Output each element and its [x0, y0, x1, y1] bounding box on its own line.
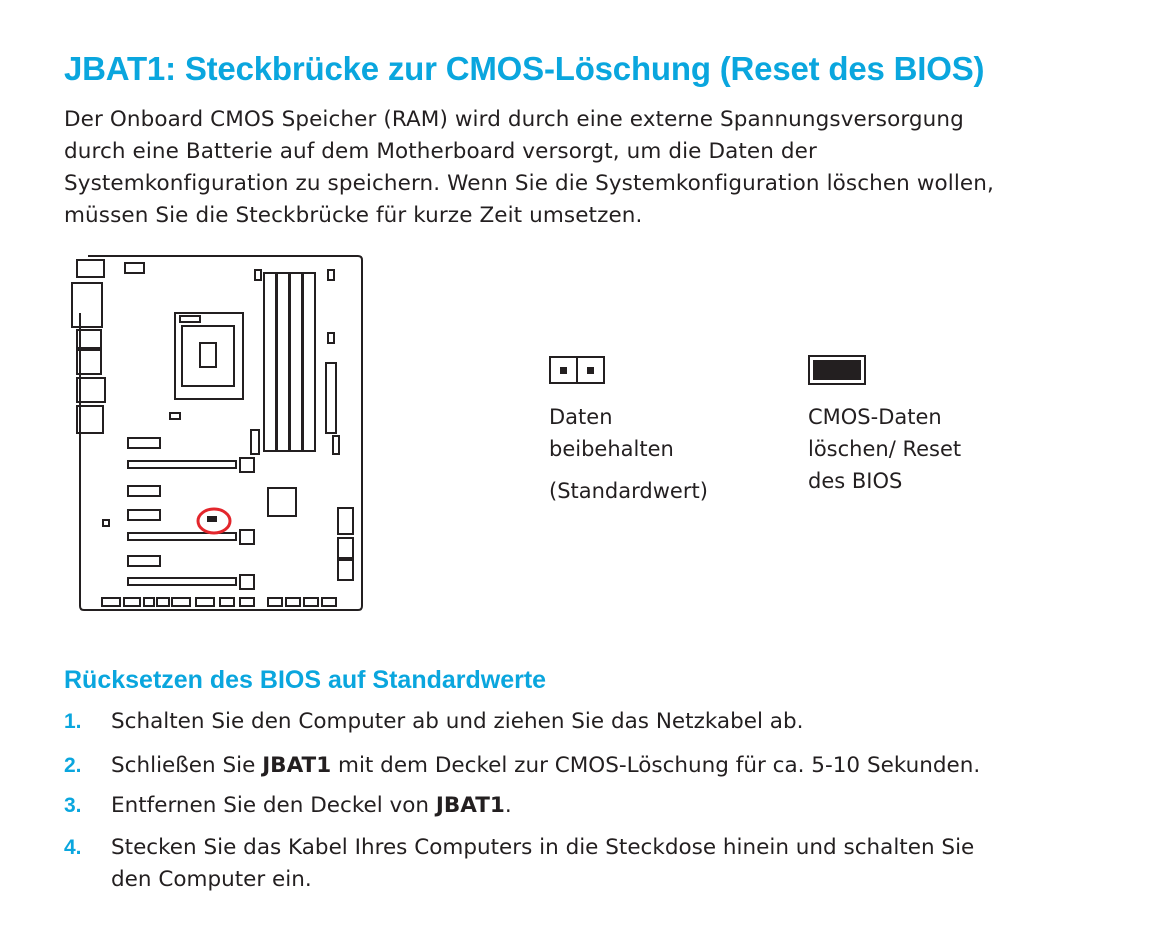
header [240, 598, 254, 606]
header [128, 486, 160, 496]
atx-connector [326, 363, 336, 433]
jumper-keep-line: Daten [549, 405, 613, 429]
pcie-slot [128, 533, 236, 540]
sata-port [338, 508, 353, 534]
pcie-latch [240, 575, 254, 589]
page-title: JBAT1: Steckbrücke zur CMOS-Löschung (Reset des BIOS) [64, 50, 985, 87]
header [128, 510, 160, 520]
board-outline [80, 256, 362, 610]
motherboard-diagram [70, 248, 370, 618]
io-port [72, 283, 102, 327]
step-number: 2. [64, 754, 82, 777]
pcie-slot [128, 461, 236, 468]
header [304, 598, 318, 606]
header [144, 598, 154, 606]
header [328, 270, 334, 280]
header [128, 556, 160, 566]
header [328, 333, 334, 343]
intro-line: müssen Sie die Steckbrücke für kurze Zeit umsetzen. [64, 203, 643, 228]
header [333, 436, 339, 454]
header [157, 598, 169, 606]
cpu-core [200, 343, 216, 367]
header [102, 598, 120, 606]
chipset [268, 488, 296, 516]
pcie-slot [128, 578, 236, 585]
cpu-latch [180, 316, 200, 322]
cpu-mark [170, 413, 180, 419]
intro-line: Systemkonfiguration zu speichern. Wenn Sie die Systemkonfiguration löschen wollen, [64, 171, 994, 196]
header [251, 430, 259, 454]
header [124, 598, 140, 606]
io-port [77, 378, 105, 402]
header [268, 598, 282, 606]
sata-port [338, 538, 353, 558]
step-text: Schalten Sie den Computer ab und ziehen Sie das Netzkabel ab. [111, 709, 804, 734]
jumper-clear-line: des BIOS [808, 469, 903, 493]
cpu-socket-inner [182, 326, 234, 386]
io-port [77, 260, 104, 277]
step-bold: JBAT1 [435, 793, 505, 818]
header [128, 438, 160, 448]
dimm-slot [290, 273, 302, 451]
step-number: 1. [64, 710, 82, 733]
jumper-keep-label [549, 401, 708, 507]
section-title: Rücksetzen des BIOS auf Standardwerte [64, 666, 547, 694]
step-bold: JBAT1 [262, 753, 332, 778]
sata-port [338, 560, 353, 580]
pcie-latch [240, 458, 254, 472]
step-number: 3. [64, 794, 82, 817]
header [255, 270, 261, 280]
intro-paragraph [64, 104, 1114, 232]
header [220, 598, 234, 606]
jbat1-jumper [207, 516, 217, 522]
header [172, 598, 190, 606]
header [322, 598, 336, 606]
header [286, 598, 300, 606]
header [196, 598, 214, 606]
jumper-keep-default: (Standardwert) [549, 479, 708, 503]
dimm-slot [303, 273, 315, 451]
dimm-slot [277, 273, 289, 451]
io-port [125, 263, 144, 273]
jumper-closed-icon [808, 355, 866, 385]
header [103, 520, 109, 526]
pcie-latch [240, 530, 254, 544]
step-text: Entfernen Sie den Deckel von JBAT1. [111, 793, 512, 818]
jumper-clear-label [808, 401, 961, 497]
jumper-keep-line: beibehalten [549, 437, 674, 461]
jumper-open-icon [549, 356, 605, 384]
intro-line: Der Onboard CMOS Speicher (RAM) wird durch eine externe Spannungsversorgung [64, 107, 964, 132]
step-text: Schließen Sie JBAT1 mit dem Deckel zur CMOS-Löschung für ca. 5-10 Sekunden. [111, 753, 981, 778]
jumper-clear-line: CMOS-Daten [808, 405, 942, 429]
dimm-slot [264, 273, 276, 451]
jumper-clear-line: löschen/ Reset [808, 437, 962, 461]
intro-line: durch eine Batterie auf dem Motherboard versorgt, um die Daten der [64, 139, 817, 164]
step-number: 4. [64, 836, 82, 859]
step-text: Stecken Sie das Kabel Ihres Computers in die Steckdose hinein und schalten Sie den Computer ein. [111, 835, 975, 892]
